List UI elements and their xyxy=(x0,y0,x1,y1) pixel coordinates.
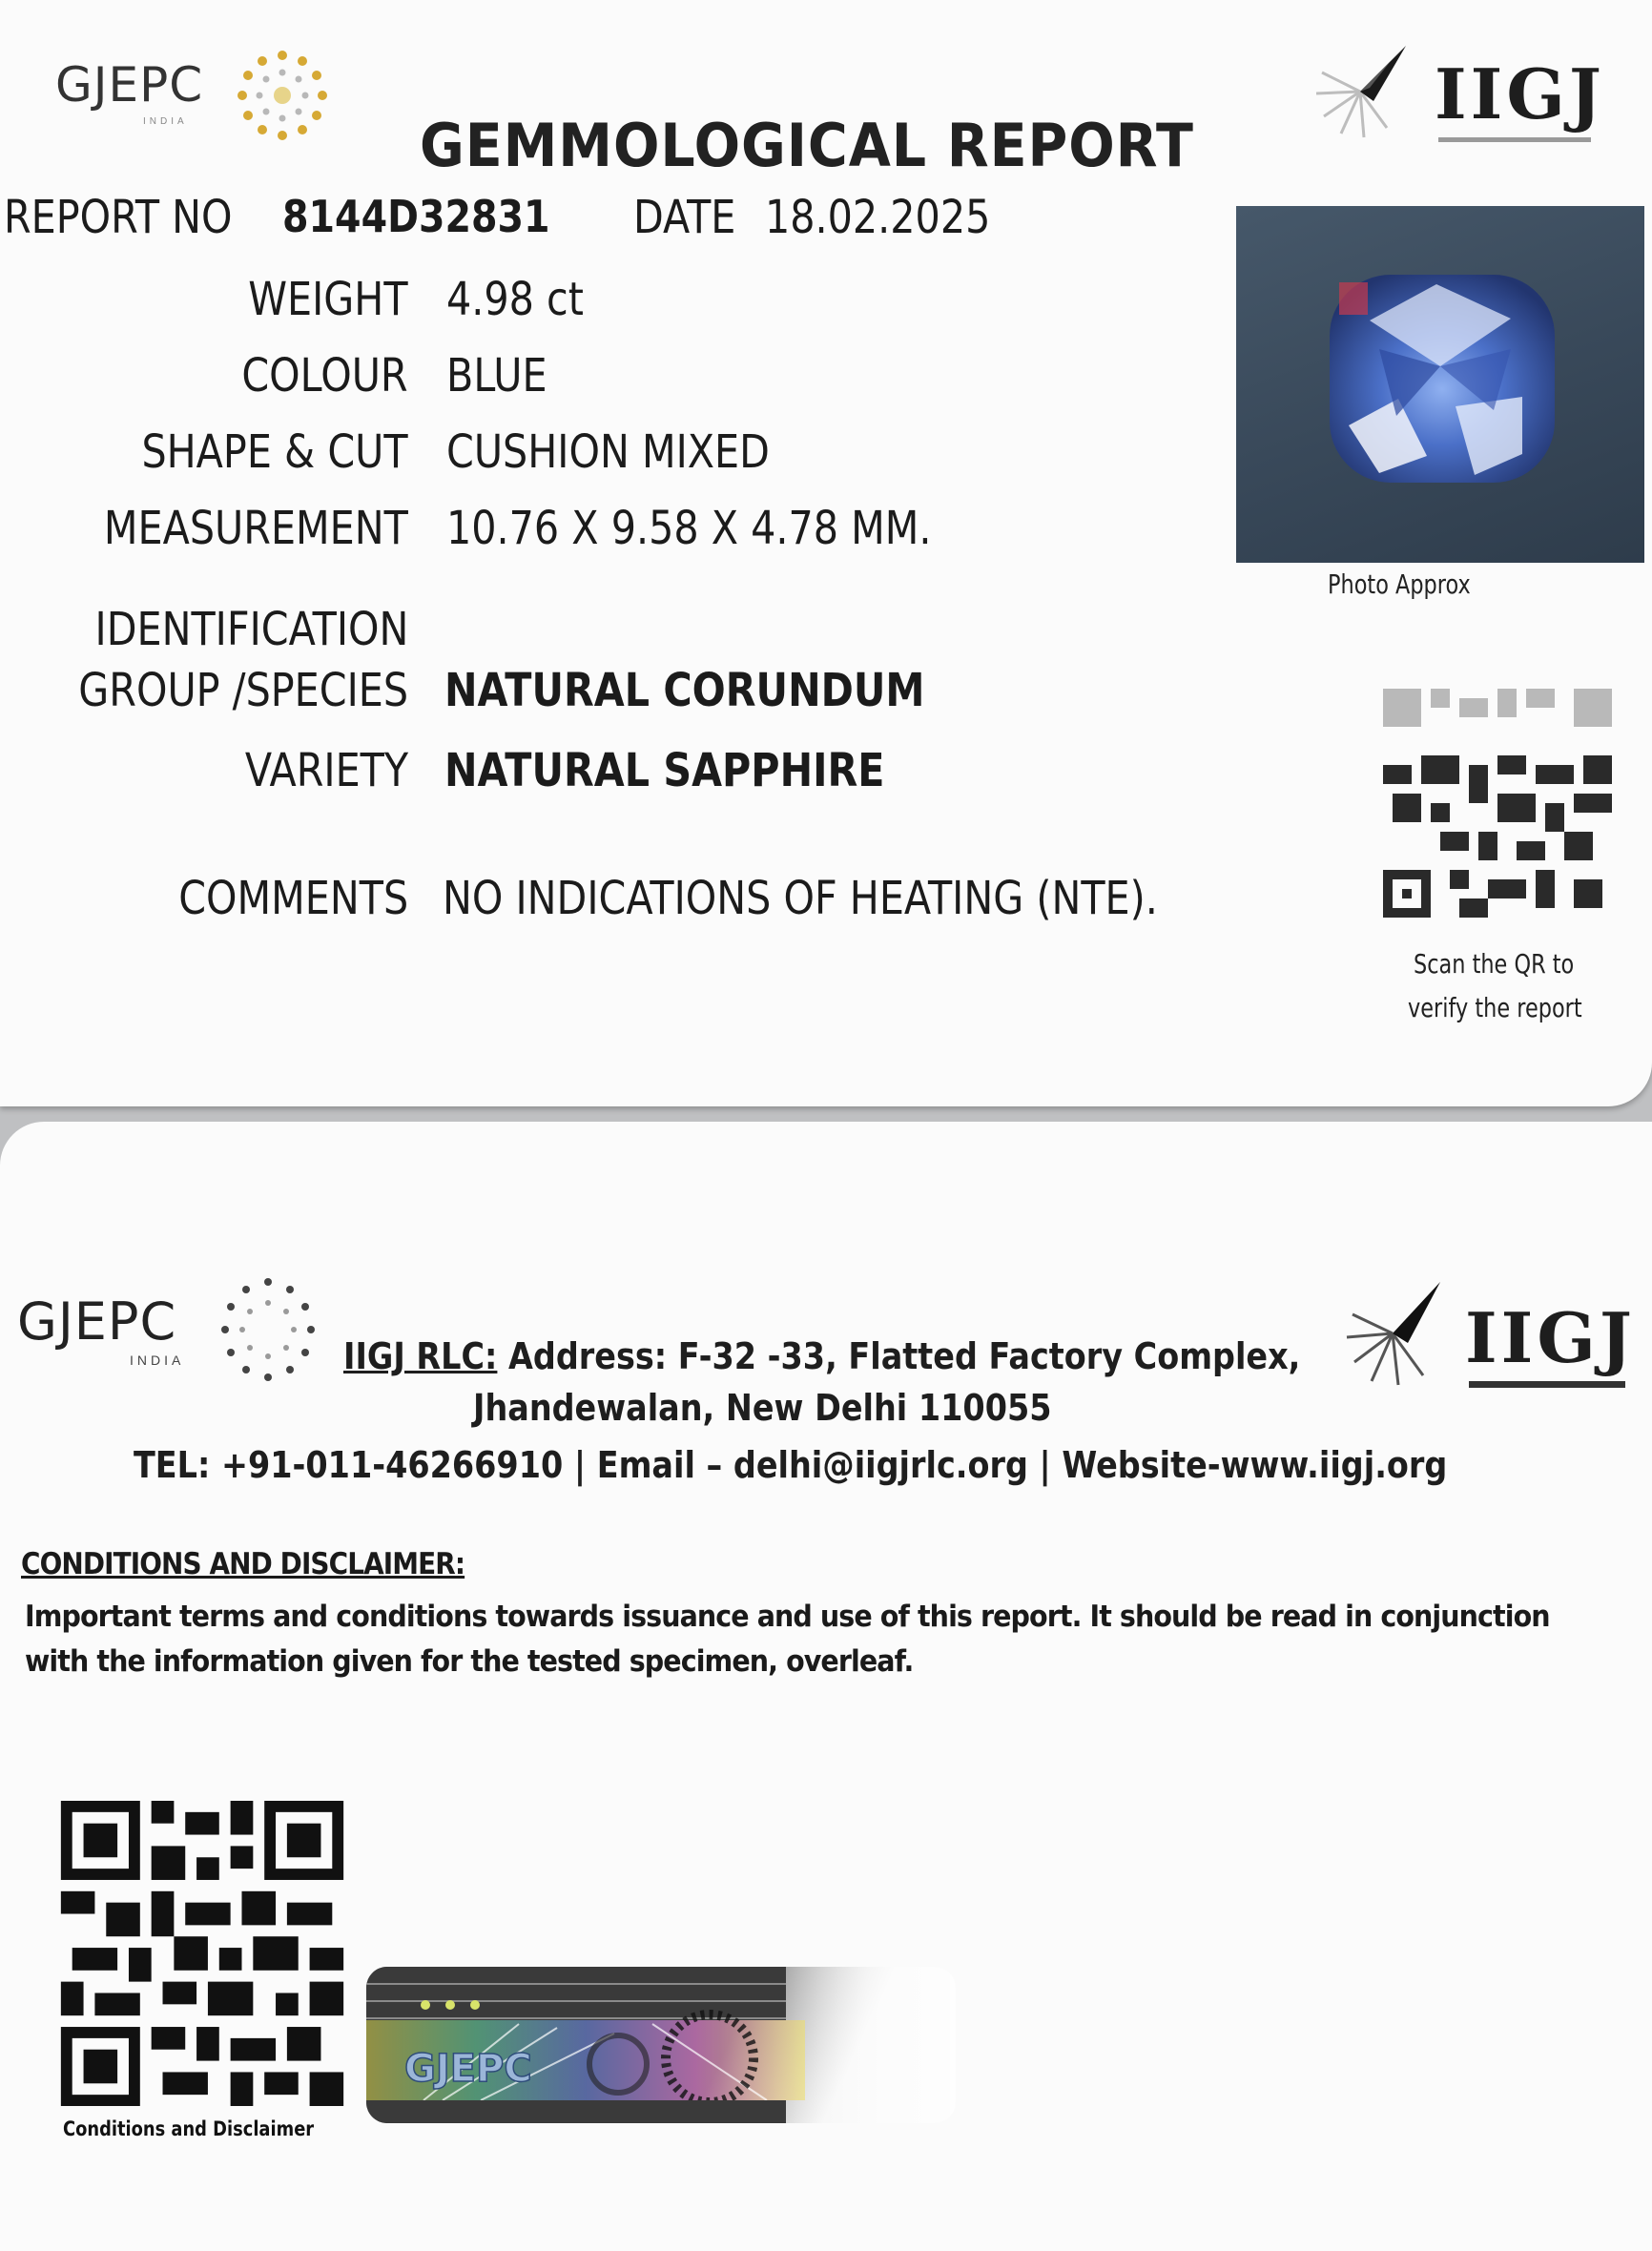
hologram-pattern-icon xyxy=(366,1967,956,2123)
group-species-value: NATURAL CORUNDUM xyxy=(444,664,925,717)
conditions-text: Important terms and conditions towards issuance and use of this report. It should be read in conjunction with the information given for the tested specimen, overleaf. xyxy=(25,1600,1550,1679)
address-line-1-text: Address: F-32 -33, Flatted Factory Complex, xyxy=(497,1335,1301,1377)
iigj-logo-underline xyxy=(1438,137,1591,142)
verification-qr-code-icon[interactable] xyxy=(1383,689,1612,937)
group-species-label: GROUP /SPECIES xyxy=(78,664,408,717)
date-label: DATE xyxy=(633,191,736,244)
date-value: 18.02.2025 xyxy=(765,191,991,244)
iigj-star-icon xyxy=(1303,34,1417,149)
variety-value: NATURAL SAPPHIRE xyxy=(444,744,885,797)
qr-caption-line2: verify the report xyxy=(1408,992,1582,1023)
back-gjepc-emblem-icon xyxy=(216,1272,320,1387)
back-iigj-logo-underline xyxy=(1469,1381,1625,1388)
measurement-label: MEASUREMENT xyxy=(104,502,408,555)
report-no-value: 8144D32831 xyxy=(282,191,550,242)
gjepc-logo-text: GJEPC xyxy=(55,57,204,113)
report-title: GEMMOLOGICAL REPORT xyxy=(420,111,1194,180)
comments-value: NO INDICATIONS OF HEATING (NTE). xyxy=(443,872,1158,925)
qr-caption-line1: Scan the QR to xyxy=(1414,948,1575,980)
contact-line: TEL: +91-011-46266910 | Email – delhi@iigjrlc.org | Website-www.iigj.org xyxy=(134,1444,1448,1486)
iigj-logo-text: IIGJ xyxy=(1435,53,1605,134)
comments-label: COMMENTS xyxy=(178,872,408,925)
address-line-2: Jhandewalan, New Delhi 110055 xyxy=(473,1387,1052,1429)
address-label: IIGJ RLC: xyxy=(343,1335,498,1377)
shape-cut-value: CUSHION MIXED xyxy=(446,425,770,479)
conditions-qr-caption: Conditions and Disclaimer xyxy=(63,2117,315,2140)
weight-value: 4.98 ct xyxy=(446,273,584,326)
photo-caption: Photo Approx xyxy=(1328,568,1471,600)
gjepc-emblem-icon xyxy=(233,46,332,145)
back-gjepc-logo-text: GJEPC xyxy=(17,1291,177,1352)
hologram-brand-text: GJEPC xyxy=(404,2047,532,2091)
weight-label: WEIGHT xyxy=(248,273,408,326)
measurement-value: 10.76 X 9.58 X 4.78 MM. xyxy=(446,502,932,555)
back-gjepc-logo-subtext: INDIA xyxy=(130,1353,185,1368)
sapphire-image-icon xyxy=(1236,206,1644,563)
colour-value: BLUE xyxy=(446,349,547,403)
conditions-heading: CONDITIONS AND DISCLAIMER: xyxy=(21,1547,465,1581)
back-iigj-star-icon xyxy=(1339,1270,1450,1394)
conditions-qr-code-icon[interactable] xyxy=(59,1801,345,2106)
report-no-label: REPORT NO xyxy=(4,191,233,244)
variety-label: VARIETY xyxy=(244,744,408,797)
report-front-card xyxy=(0,0,1652,1106)
security-hologram xyxy=(366,1967,956,2123)
shape-cut-label: SHAPE & CUT xyxy=(141,425,408,479)
identification-label: IDENTIFICATION xyxy=(94,603,408,656)
gem-photo xyxy=(1236,206,1644,563)
gjepc-logo-subtext: INDIA xyxy=(143,116,188,127)
back-iigj-logo-text: IIGJ xyxy=(1465,1297,1636,1378)
colour-label: COLOUR xyxy=(241,349,408,403)
address-line-1 xyxy=(343,1335,1300,1377)
